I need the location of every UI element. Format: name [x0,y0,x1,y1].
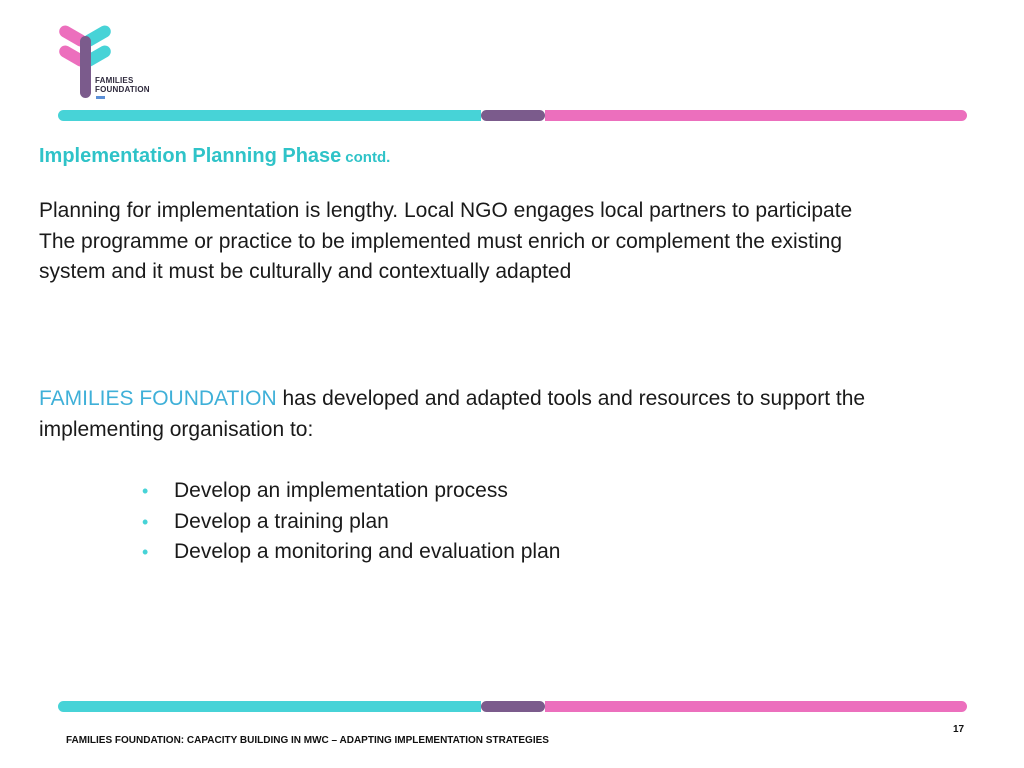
bullet-text: Develop a training plan [174,509,389,533]
bullet-icon: • [142,542,149,562]
bullet-icon: • [142,481,149,501]
logo-line-1: FAMILIES [95,76,134,85]
bullet-icon: • [142,511,149,532]
bottom-divider-bar [58,701,967,712]
support-paragraph [39,384,979,445]
bullet-list [142,476,560,568]
divider-pink-segment [545,110,967,121]
divider-purple-segment [481,110,545,121]
divider-purple-segment [481,701,545,712]
intro-line-2: The programme or practice to be implemented must enrich or complement the existing [39,229,843,253]
top-divider-bar [58,110,967,121]
slide-title-contd: contd. [345,149,391,166]
divider-teal-segment [58,701,481,712]
bullet-text: Develop an implementation process [174,479,508,502]
support-paragraph-text: has developed and adapted tools and resources to support the implementing organisation to: [39,387,866,441]
list-item [142,476,560,507]
list-item [142,537,560,568]
divider-pink-segment [545,701,967,712]
slide-title-main: Implementation Planning Phase [39,145,342,167]
divider-teal-segment [58,110,481,121]
bullet-text: Develop a monitoring and evaluation plan [174,540,561,563]
page-number: 17 [953,724,965,735]
footer-text: FAMILIES FOUNDATION: CAPACITY BUILDING IN MWC – ADAPTING IMPLEMENTATION STRATEGIES [66,735,549,746]
intro-line-1: Planning for implementation is lengthy. Local NGO engages local partners to participate [39,199,853,222]
logo-tag-mark [96,96,105,99]
list-item [142,507,560,538]
slide-title [39,145,390,168]
brand-name-highlight: FAMILIES FOUNDATION [39,387,277,410]
intro-paragraph [39,196,979,288]
logo-wordmark [95,76,150,94]
intro-line-3: system and it must be culturally and contextually adapted [39,260,572,283]
logo-line-2: FOUNDATION [95,85,150,94]
